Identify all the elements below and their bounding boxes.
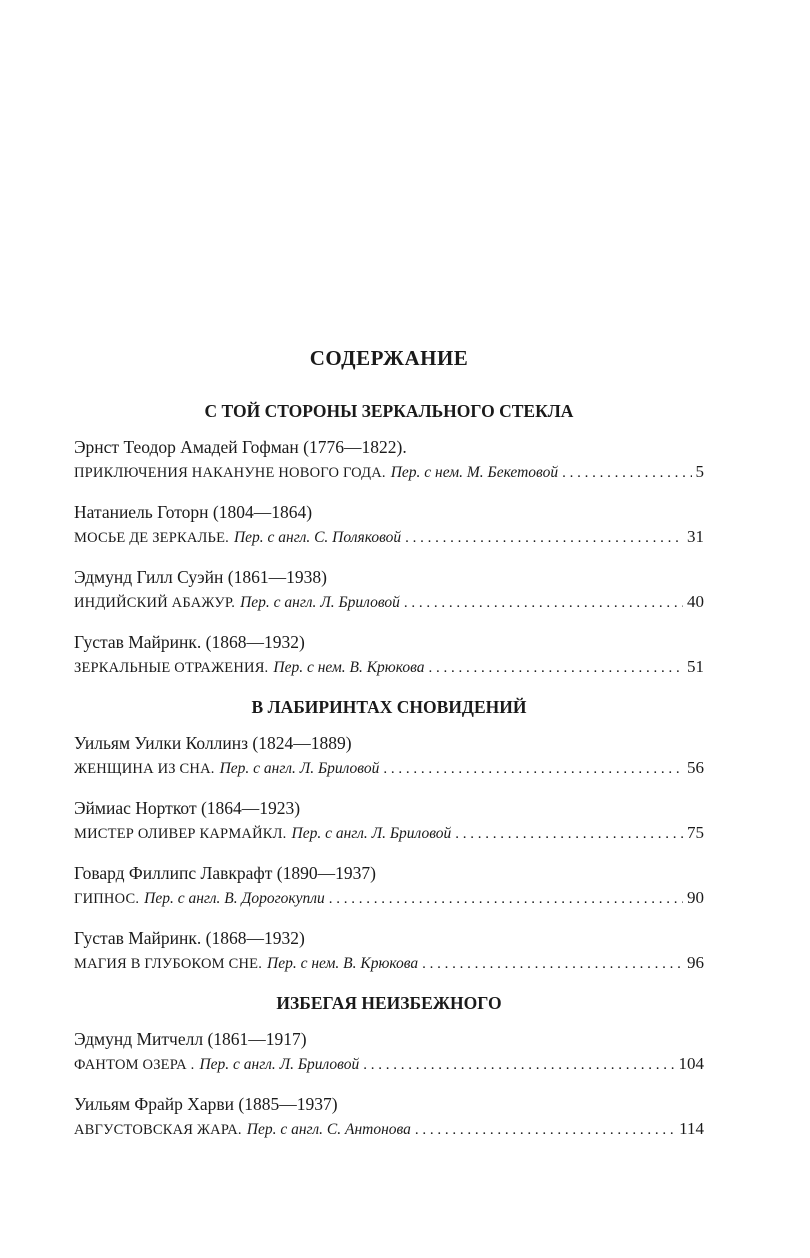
- entry-translator: Пер. с англ. В. Дорогокупли: [144, 890, 325, 907]
- entry-work-title: ГИПНОС.: [74, 891, 140, 907]
- dot-leader: [562, 460, 691, 486]
- entry-work-title: МОСЬЕ ДЕ ЗЕРКАЛЬЕ.: [74, 530, 229, 546]
- dot-leader: [363, 1052, 674, 1078]
- entry-work-line: [74, 1051, 704, 1078]
- page-title: СОДЕРЖАНИЕ: [309, 346, 469, 370]
- entry-author: Натаниель Готорн (1804—1864): [74, 502, 313, 522]
- entry-author: Эймиас Норткот (1864—1923): [74, 798, 301, 818]
- entry-page-number: 51: [687, 657, 704, 676]
- entry-author: Густав Майринк. (1868—1932): [74, 928, 305, 948]
- dot-leader: [404, 590, 683, 616]
- toc-entry: [74, 1092, 704, 1143]
- entry-translator: Пер. с нем. В. Крюкова: [267, 955, 419, 972]
- entry-work-title: МАГИЯ В ГЛУБОКОМ СНЕ.: [74, 956, 263, 972]
- entry-author: Говард Филлипс Лавкрафт (1890—1937): [74, 863, 376, 883]
- toc-entry: [74, 796, 704, 847]
- entry-work-title: МИСТЕР ОЛИВЕР КАРМАЙКЛ.: [74, 826, 287, 842]
- entry-work-line: [74, 820, 704, 847]
- entry-work-line: [74, 950, 704, 977]
- entry-translator: Пер. с англ. Л. Бриловой: [199, 1056, 360, 1073]
- entry-work-title: АВГУСТОВСКАЯ ЖАРА.: [74, 1122, 242, 1138]
- dot-leader: [429, 655, 683, 681]
- entry-translator: Пер. с англ. Л. Бриловой: [291, 825, 452, 842]
- entry-page-number: 56: [687, 758, 704, 777]
- toc-section: [74, 695, 704, 977]
- entry-work-line: [74, 589, 704, 616]
- dot-leader: [405, 525, 683, 551]
- dot-leader: [329, 886, 683, 912]
- entry-page-number: 40: [687, 592, 704, 611]
- entry-translator: Пер. с англ. Л. Бриловой: [240, 594, 400, 611]
- dot-leader: [422, 951, 683, 977]
- toc-entry: [74, 926, 704, 977]
- entry-translator: Пер. с англ. Л. Бриловой: [219, 760, 380, 777]
- toc-section: [74, 399, 704, 681]
- entry-page-number: 104: [678, 1054, 704, 1073]
- table-of-contents: [74, 343, 704, 1157]
- entry-page-number: 90: [687, 888, 704, 907]
- entry-work-line: [74, 654, 704, 681]
- dot-leader: [383, 756, 683, 782]
- entry-work-line: [74, 524, 704, 551]
- entry-page-number: 96: [687, 953, 704, 972]
- entry-page-number: 114: [679, 1119, 704, 1138]
- entry-page-number: 75: [687, 823, 704, 842]
- toc-entry: [74, 630, 704, 681]
- entry-translator: Пер. с нем. М. Бекетовой: [390, 464, 559, 481]
- entry-work-title: ЗЕРКАЛЬНЫЕ ОТРАЖЕНИЯ.: [74, 660, 269, 676]
- entry-author: Эрнст Теодор Амадей Гофман (1776—1822).: [74, 437, 407, 457]
- entry-author: Эдмунд Гилл Суэйн (1861—1938): [74, 567, 327, 587]
- entry-work-line: [74, 885, 704, 912]
- entry-author: Уильям Фрайр Харви (1885—1937): [74, 1094, 338, 1114]
- entry-work-line: [74, 459, 704, 486]
- section-heading: В ЛАБИРИНТАХ СНОВИДЕНИЙ: [251, 697, 527, 717]
- entry-work-title: ИНДИЙСКИЙ АБАЖУР.: [74, 595, 236, 611]
- entry-author: Густав Майринк. (1868—1932): [74, 632, 305, 652]
- dot-leader: [415, 1117, 675, 1143]
- entry-author: Уильям Уилки Коллинз (1824—1889): [74, 733, 352, 753]
- dot-leader: [455, 821, 683, 847]
- toc-entry: [74, 565, 704, 616]
- entry-translator: Пер. с нем. В. Крюкова: [273, 659, 425, 676]
- entry-work-line: [74, 1116, 704, 1143]
- entry-page-number: 5: [695, 462, 704, 481]
- toc-entry: [74, 861, 704, 912]
- toc-section: [74, 991, 704, 1143]
- entry-work-line: [74, 755, 704, 782]
- entry-work-title: ЖЕНЩИНА ИЗ СНА.: [74, 761, 215, 777]
- entry-author: Эдмунд Митчелл (1861—1917): [74, 1029, 307, 1049]
- toc-entry: [74, 1027, 704, 1078]
- entry-translator: Пер. с англ. С. Поляковой: [233, 529, 402, 546]
- section-heading: ИЗБЕГАЯ НЕИЗБЕЖНОГО: [276, 993, 502, 1013]
- entry-page-number: 31: [687, 527, 704, 546]
- toc-entry: [74, 500, 704, 551]
- entry-work-title: ПРИКЛЮЧЕНИЯ НАКАНУНЕ НОВОГО ГОДА.: [74, 465, 386, 481]
- entry-work-title: ФАНТОМ ОЗЕРА .: [74, 1057, 195, 1073]
- toc-entry: [74, 731, 704, 782]
- entry-translator: Пер. с англ. С. Антонова: [246, 1121, 411, 1138]
- section-heading: С ТОЙ СТОРОНЫ ЗЕРКАЛЬНОГО СТЕКЛА: [204, 401, 574, 421]
- toc-entry: [74, 435, 704, 486]
